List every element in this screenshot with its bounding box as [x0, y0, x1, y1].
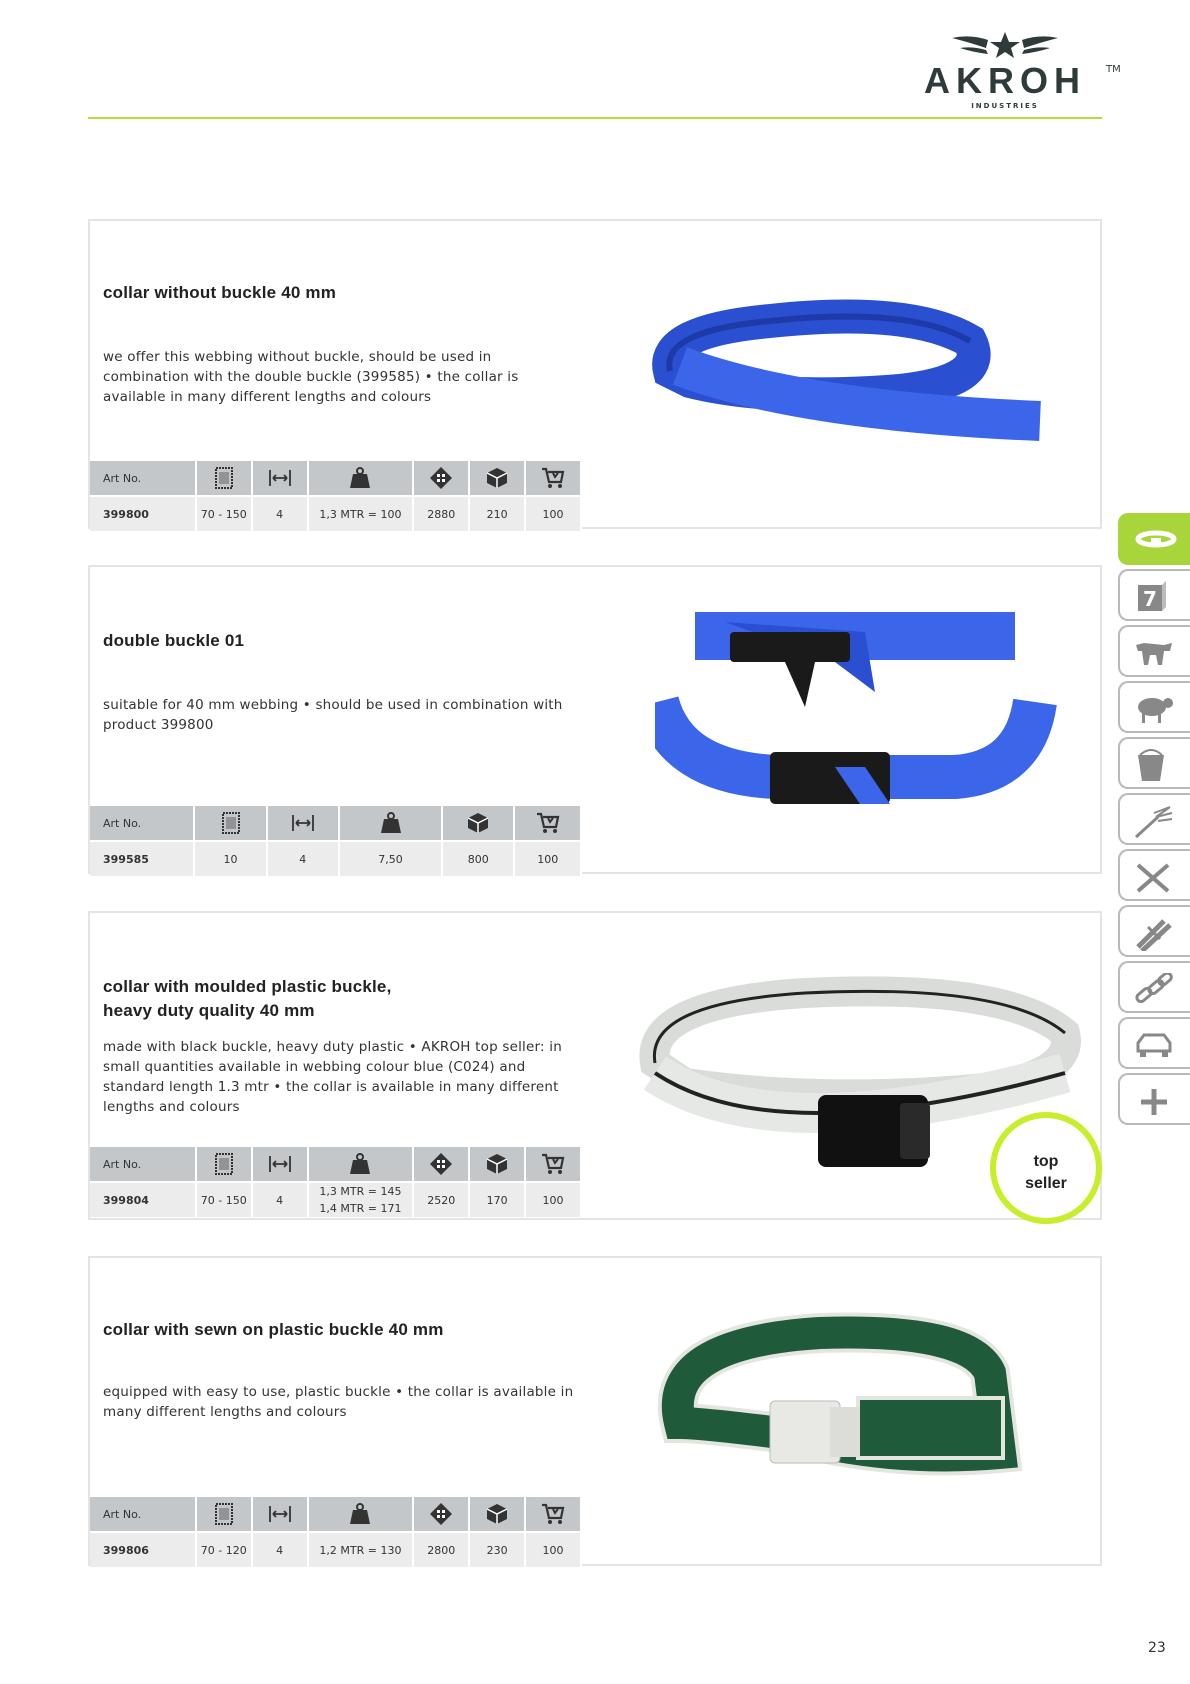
spec-cell: 2880 — [413, 496, 469, 531]
blue-collar-photo — [650, 261, 1070, 501]
spec-cell: 2800 — [413, 1532, 469, 1567]
spec-cell: 4 — [252, 1532, 308, 1567]
badge-line: seller — [1025, 1175, 1067, 1192]
spec-header-row — [90, 1497, 581, 1532]
cart-icon — [536, 811, 560, 835]
art-no-header: Art No. — [90, 1497, 196, 1532]
spec-cell: 1,2 MTR = 130 — [308, 1532, 414, 1567]
spec-cell: 100 — [525, 1182, 581, 1217]
weight-icon — [348, 1152, 372, 1176]
spec-table — [90, 806, 582, 876]
car-icon — [1134, 1029, 1174, 1063]
pallet-icon — [429, 1502, 453, 1526]
tab-collars[interactable] — [1118, 513, 1190, 565]
spec-table — [90, 1147, 582, 1217]
spec-cell: 170 — [469, 1182, 525, 1217]
green-collar-photo — [640, 1303, 1060, 1553]
spec-cell: 10 — [194, 841, 266, 876]
svg-text:7: 7 — [1143, 587, 1157, 611]
spec-header-row — [90, 461, 581, 496]
box-icon — [485, 1152, 509, 1176]
tab-calendar[interactable] — [1118, 569, 1190, 621]
cart-icon — [541, 1502, 565, 1526]
spec-table — [90, 461, 582, 531]
collar-icon — [1134, 525, 1178, 557]
spec-cell: 210 — [469, 496, 525, 531]
spec-cell: 1,3 MTR = 100 — [308, 496, 414, 531]
art-no-cell: 399800 — [90, 496, 196, 531]
pliers-icon — [1134, 917, 1174, 951]
spec-cell: 4 — [267, 841, 339, 876]
tab-vehicle[interactable] — [1118, 1017, 1190, 1069]
product-card — [88, 565, 1102, 874]
tab-chain[interactable] — [1118, 961, 1190, 1013]
tab-cattle[interactable] — [1118, 625, 1190, 677]
tab-more[interactable] — [1118, 1073, 1190, 1125]
art-no-cell: 399585 — [90, 841, 194, 876]
art-no-header: Art No. — [90, 1147, 196, 1182]
spec-header-row — [90, 806, 581, 841]
spec-data-row — [90, 496, 581, 531]
bucket-icon — [1134, 749, 1170, 783]
product-card — [88, 911, 1102, 1220]
spec-data-row — [90, 1182, 581, 1217]
fork-icon — [1134, 805, 1174, 839]
art-no-cell: 399804 — [90, 1182, 196, 1217]
product-title: double buckle 01 — [103, 631, 245, 650]
cow-icon — [1134, 637, 1174, 669]
tab-bucket[interactable] — [1118, 737, 1190, 789]
length-icon — [212, 1152, 236, 1176]
product-title: collar without buckle 40 mm — [103, 283, 337, 302]
art-no-cell: 399806 — [90, 1532, 196, 1567]
wings-icon — [950, 30, 1060, 60]
product-description: made with black buckle, heavy duty plastic • AKROH top seller: in small quantities available in webbing colour blue (C024) and standard length 1.3 mtr • the collar is available in many different lengths and colours — [103, 1039, 562, 1115]
art-no-header: Art No. — [90, 461, 196, 496]
product-card — [88, 219, 1102, 529]
length-icon — [212, 1502, 236, 1526]
product-description: suitable for 40 mm webbing • should be used in combination with product 399800 — [103, 697, 563, 733]
spec-cell: 2520 — [413, 1182, 469, 1217]
spec-cell: 800 — [442, 841, 514, 876]
spec-cell: 70 - 150 — [196, 1182, 252, 1217]
length-icon — [219, 811, 243, 835]
page-number: 23 — [1148, 1640, 1166, 1656]
brand-logo — [900, 28, 1130, 108]
product-description: equipped with easy to use, plastic buckle • the collar is available in many different lengths and colours — [103, 1384, 574, 1420]
width-icon — [268, 1502, 292, 1526]
cart-icon — [541, 466, 565, 490]
box-icon — [485, 466, 509, 490]
plus-icon — [1134, 1085, 1174, 1119]
width-icon — [268, 466, 292, 490]
product-card — [88, 1256, 1102, 1566]
tools-icon — [1134, 861, 1174, 895]
product-title: collar with moulded plastic buckle, heavy duty quality 40 mm — [103, 977, 392, 1020]
weight-icon — [348, 466, 372, 490]
product-title: collar with sewn on plastic buckle 40 mm — [103, 1320, 444, 1339]
badge-line: top — [1033, 1153, 1059, 1170]
spec-cell: 7,50 — [339, 841, 442, 876]
spec-cell: 70 - 150 — [196, 496, 252, 531]
spec-header-row — [90, 1147, 581, 1182]
top-seller-badge — [990, 1112, 1102, 1224]
width-icon — [291, 811, 315, 835]
spec-cell: 4 — [252, 496, 308, 531]
spec-data-row — [90, 841, 581, 876]
brand-sub: INDUSTRIES — [971, 102, 1039, 110]
weight-icon — [379, 811, 403, 835]
pallet-icon — [429, 1152, 453, 1176]
box-icon — [466, 811, 490, 835]
pallet-icon — [429, 466, 453, 490]
brand-name: AKROH — [924, 60, 1086, 101]
tab-sheep[interactable] — [1118, 681, 1190, 733]
tab-fork[interactable] — [1118, 793, 1190, 845]
cart-icon — [541, 1152, 565, 1176]
art-no-header: Art No. — [90, 806, 194, 841]
box-icon — [485, 1502, 509, 1526]
spec-table — [90, 1497, 582, 1567]
tab-tools[interactable] — [1118, 849, 1190, 901]
double-buckle-photo — [655, 592, 1075, 862]
spec-cell: 100 — [514, 841, 581, 876]
chain-icon — [1134, 973, 1174, 1007]
spec-data-row — [90, 1532, 581, 1567]
product-description: we offer this webbing without buckle, should be used in combination with the double buckle (399585) • the collar is available in many different lengths and colours — [103, 349, 519, 405]
header-divider — [88, 117, 1102, 119]
spec-cell: 4 — [252, 1182, 308, 1217]
tab-pliers[interactable] — [1118, 905, 1190, 957]
spec-cell: 100 — [525, 1532, 581, 1567]
calendar-seven-icon — [1134, 581, 1170, 615]
weight-icon — [348, 1502, 372, 1526]
spec-cell: 1,3 MTR = 145 1,4 MTR = 171 — [308, 1182, 414, 1217]
width-icon — [268, 1152, 292, 1176]
length-icon — [212, 466, 236, 490]
spec-cell: 230 — [469, 1532, 525, 1567]
sheep-icon — [1134, 693, 1174, 725]
spec-cell: 70 - 120 — [196, 1532, 252, 1567]
brand-tm: TM — [1106, 64, 1121, 75]
spec-cell: 100 — [525, 496, 581, 531]
